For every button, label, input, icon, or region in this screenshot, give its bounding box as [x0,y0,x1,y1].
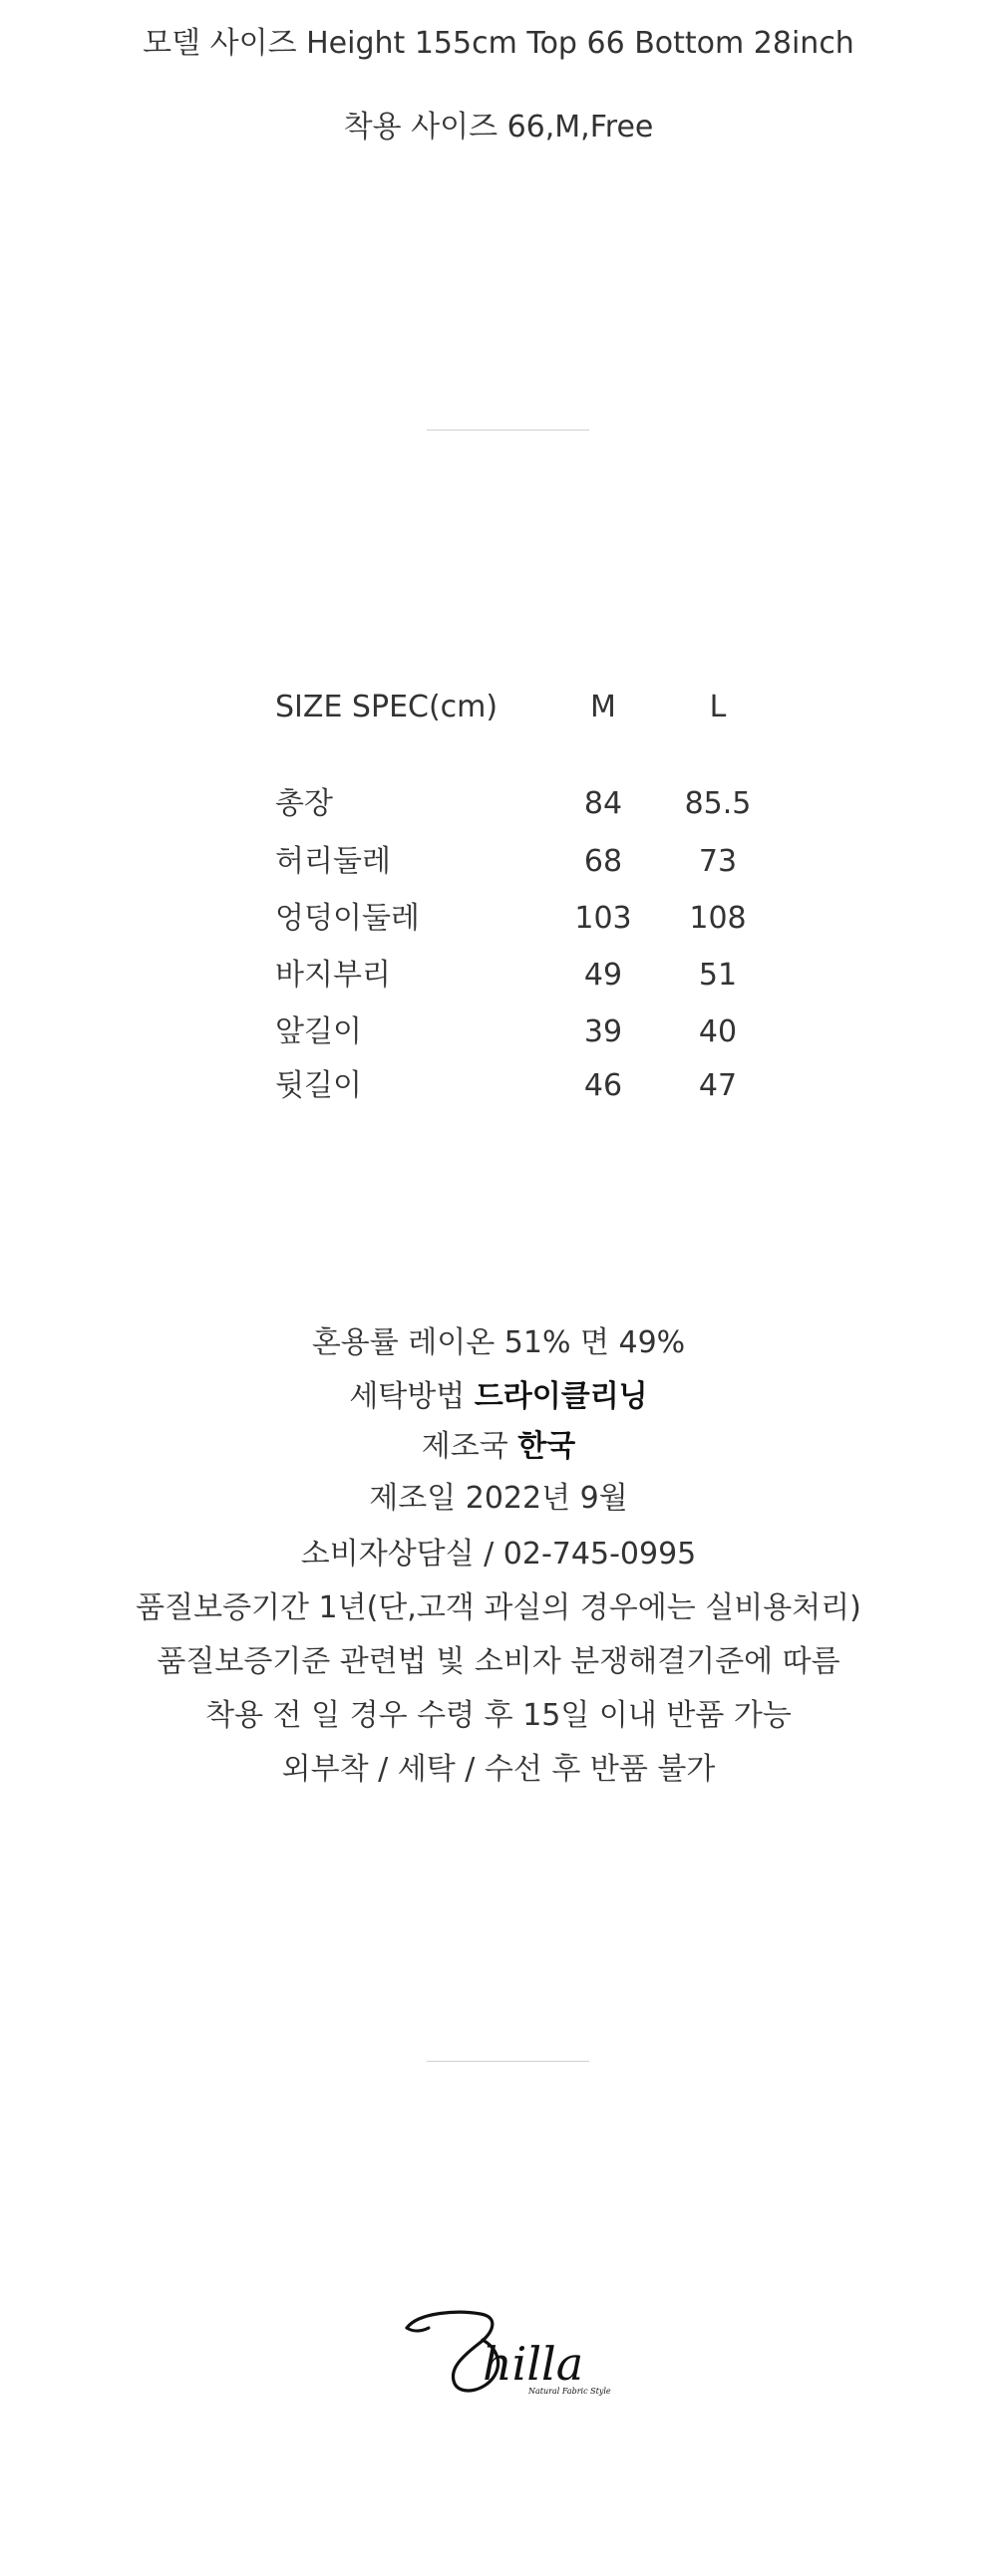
row-label: 엉덩이둘레 [275,901,420,936]
no-return-text: 외부착 / 세탁 / 수선 후 반품 불가 [281,1752,716,1787]
consult-text: 소비자상담실 / 02-745-0995 [300,1537,697,1572]
size-m-header: M [590,690,616,724]
divider-bottom [427,2061,589,2062]
shilla-logo-mark [399,2292,618,2402]
row-m-value: 49 [583,958,623,993]
return-text: 착용 전 일 경우 수령 후 15일 이내 반품 가능 [205,1698,792,1733]
size-table-header [0,688,997,727]
country-value: 한국 [517,1429,576,1464]
shilla-logo [399,2292,618,2402]
standard-text: 품질보증기준 관련법 빛 소비자 분쟁해결기준에 따름 [157,1644,840,1679]
row-l-value: 47 [698,1068,738,1103]
row-m-value: 46 [583,1068,623,1103]
row-label: 총장 [275,786,333,821]
row-m-value: 84 [583,786,623,821]
row-m-value: 68 [583,844,623,879]
logo-tagline: Natural Fabric Style [528,2387,611,2396]
wash-value: 드라이클리닝 [474,1379,648,1414]
row-m-value: 39 [583,1014,623,1049]
row-label: 앞길이 [275,1014,362,1049]
size-spec-header: SIZE SPEC(cm) [275,690,498,724]
divider-top [427,429,589,430]
table-row [0,1012,997,1052]
row-l-value: 85.5 [684,786,752,821]
row-l-value: 51 [698,958,738,993]
row-m-value: 103 [574,901,632,936]
country-label: 제조국 [421,1429,518,1464]
row-l-value: 73 [698,844,738,879]
table-row [0,956,997,996]
wash-line [0,1377,997,1417]
row-l-value: 108 [689,901,747,936]
warranty-text: 품질보증기간 1년(단,고객 과실의 경우에는 실비용처리) [136,1590,861,1625]
table-row [0,899,997,939]
logo-wordmark: hilla [483,2337,584,2391]
table-row [0,1066,997,1106]
blend-text: 혼용률 레이온 51% 면 49% [311,1325,686,1360]
country-line [0,1427,997,1467]
row-label: 뒷길이 [275,1068,362,1103]
row-l-value: 40 [698,1014,738,1049]
row-label: 허리둘레 [275,844,391,879]
worn-size-text: 착용 사이즈 66,M,Free [343,110,654,144]
wash-label: 세탁방법 [349,1379,475,1414]
model-size-text: 모델 사이즈 Height 155cm Top 66 Bottom 28inch [143,26,854,61]
table-row [0,784,997,824]
size-l-header: L [709,690,727,724]
row-label: 바지부리 [275,958,391,993]
date-text: 제조일 2022년 9월 [369,1481,628,1516]
table-row [0,842,997,882]
